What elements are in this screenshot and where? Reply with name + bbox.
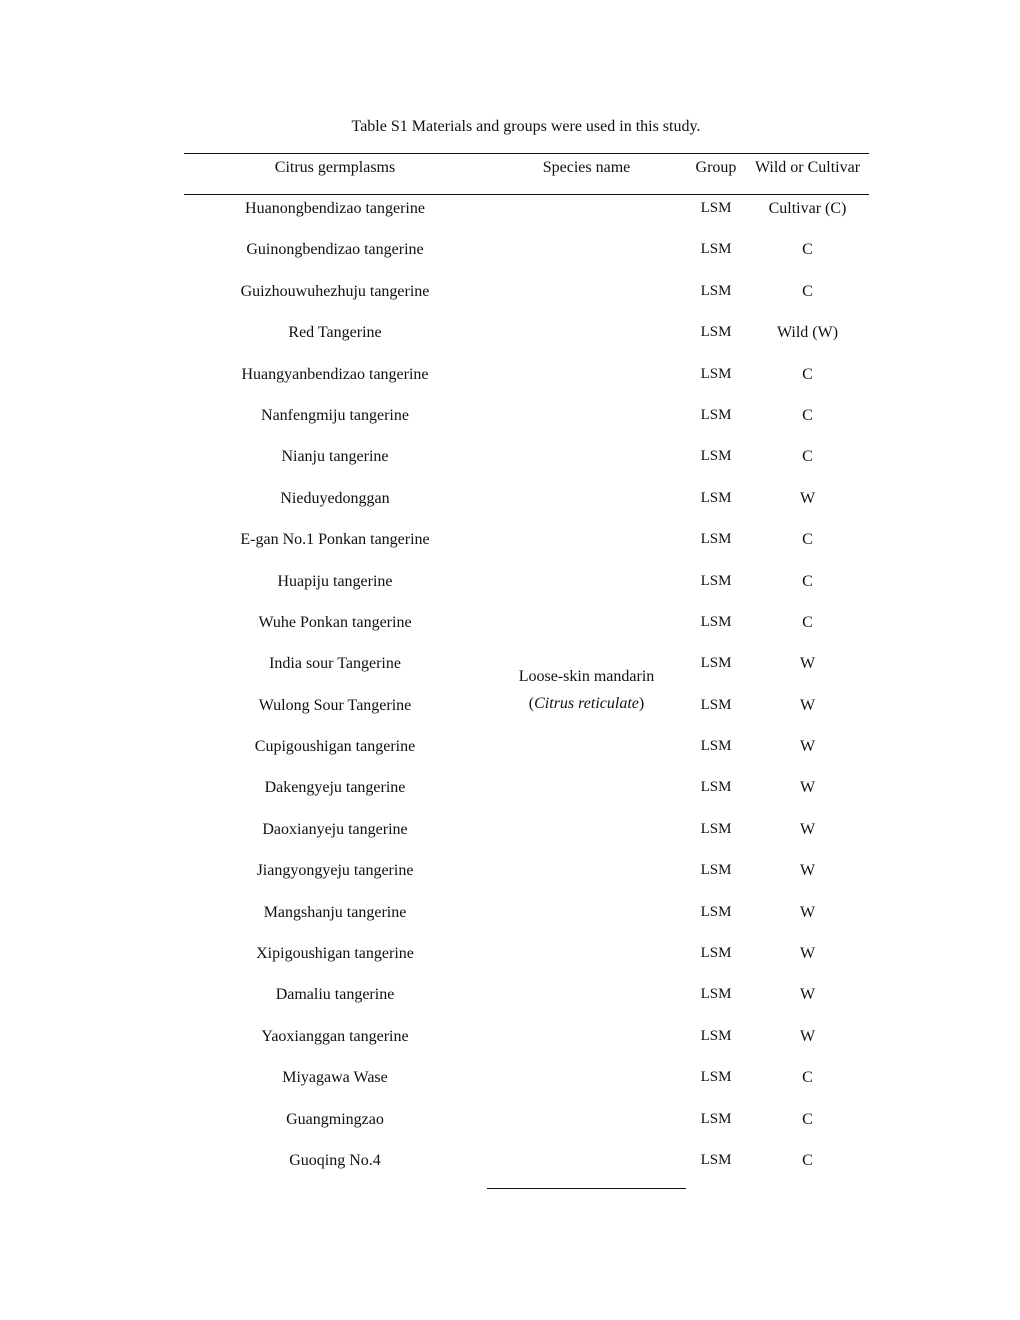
germplasm-cell: Huanongbendizao tangerine	[245, 200, 425, 217]
germplasm-cell: Cupigoushigan tangerine	[254, 738, 416, 756]
wild-or-cultivar-cell: W	[799, 820, 816, 838]
group-cell: LSM	[700, 820, 732, 837]
group-cell: LSM	[700, 1110, 732, 1127]
germplasm-cell: Huapiju tangerine	[277, 572, 393, 590]
wild-or-cultivar-cell: C	[802, 282, 813, 300]
wild-or-cultivar-cell: W	[799, 489, 816, 507]
wild-or-cultivar-cell: C	[802, 1069, 813, 1087]
group-cell: LSM	[700, 324, 732, 341]
group-cell: LSM	[700, 696, 732, 713]
table-caption: Table S1 Materials and groups were used in this study.	[351, 118, 701, 135]
wild-or-cultivar-cell: W	[799, 655, 816, 673]
germplasm-cell: Guinongbendizao tangerine	[246, 241, 424, 259]
group-cell: LSM	[700, 489, 732, 506]
wild-or-cultivar-cell: C	[802, 531, 813, 549]
group-cell: LSM	[700, 200, 732, 216]
header-germplasms: Citrus germplasms	[274, 159, 396, 176]
header-group: Group	[695, 159, 737, 176]
germplasm-cell: Jiangyongyeju tangerine	[256, 862, 414, 880]
species-scientific-name: Citrus reticulate	[534, 695, 639, 712]
wild-or-cultivar-cell: C	[802, 613, 813, 631]
germplasm-cell: Yaoxianggan tangerine	[261, 1027, 409, 1045]
germplasm-cell: Damaliu tangerine	[275, 986, 395, 1004]
wild-or-cultivar-cell: C	[802, 1110, 813, 1128]
wild-or-cultivar-cell: C	[802, 241, 813, 259]
group-cell: LSM	[700, 241, 732, 258]
germplasm-cell: Dakengyeju tangerine	[264, 779, 406, 797]
species-common-name: Loose-skin mandarin	[518, 668, 655, 685]
group-cell: LSM	[700, 282, 732, 299]
wild-or-cultivar-cell: Cultivar (C)	[768, 200, 847, 217]
germplasm-cell: Red Tangerine	[288, 324, 382, 342]
group-cell: LSM	[700, 448, 732, 465]
group-cell: LSM	[700, 572, 732, 589]
header-species-name: Species name	[542, 159, 631, 176]
germplasm-cell: Huangyanbendizao tangerine	[241, 365, 429, 383]
group-cell: LSM	[700, 738, 732, 755]
table-row	[184, 573, 869, 614]
table-row	[184, 1069, 869, 1110]
group-cell: LSM	[700, 903, 732, 920]
table-row	[184, 904, 869, 945]
group-cell: LSM	[700, 365, 732, 382]
germplasm-cell: Wulong Sour Tangerine	[258, 696, 412, 714]
group-cell: LSM	[700, 862, 732, 879]
germplasm-cell: E-gan No.1 Ponkan tangerine	[240, 531, 430, 549]
table-row	[184, 283, 869, 324]
table-row	[184, 490, 869, 531]
table-row	[184, 945, 869, 986]
group-cell: LSM	[700, 1027, 732, 1044]
table-row	[184, 986, 869, 1027]
wild-or-cultivar-cell: C	[802, 365, 813, 383]
wild-or-cultivar-cell: W	[799, 903, 816, 921]
table-row	[184, 407, 869, 448]
wild-or-cultivar-cell: W	[799, 1027, 816, 1045]
wild-or-cultivar-cell: W	[799, 862, 816, 880]
germplasm-cell: Miyagawa Wase	[282, 1069, 388, 1087]
germplasm-cell: Xipigoushigan tangerine	[256, 945, 414, 963]
wild-or-cultivar-cell: C	[802, 1151, 813, 1169]
germplasm-cell: Mangshanju tangerine	[263, 903, 407, 921]
table-top-rule	[184, 153, 869, 154]
table-row	[184, 655, 869, 696]
wild-or-cultivar-cell: C	[802, 448, 813, 466]
germplasm-cell: Daoxianyeju tangerine	[262, 820, 408, 838]
germplasm-cell: India sour Tangerine	[269, 655, 401, 673]
table-row	[184, 448, 869, 489]
wild-or-cultivar-cell: W	[799, 696, 816, 714]
header-wild-or-cultivar: Wild or Cultivar	[754, 159, 861, 176]
table-row	[184, 821, 869, 862]
group-cell: LSM	[700, 406, 732, 423]
wild-or-cultivar-cell: W	[799, 738, 816, 756]
table-row	[184, 779, 869, 820]
table-row	[184, 1111, 869, 1152]
table-bottom-rule	[487, 1188, 686, 1189]
germplasm-cell: Nianju tangerine	[281, 448, 389, 466]
table-body	[184, 200, 869, 1193]
group-cell: LSM	[700, 945, 732, 962]
species-paren-close: )	[638, 695, 645, 712]
group-cell: LSM	[700, 1069, 732, 1086]
group-cell: LSM	[700, 655, 732, 672]
germplasm-cell: Guangmingzao	[286, 1110, 384, 1128]
table-row	[184, 738, 869, 779]
table-row	[184, 531, 869, 572]
germplasm-cell: Guizhouwuhezhuju tangerine	[240, 282, 430, 300]
germplasm-cell: Nieduyedonggan	[280, 489, 390, 507]
group-cell: LSM	[700, 779, 732, 796]
table-row	[184, 1028, 869, 1069]
germplasm-cell: Nanfengmiju tangerine	[261, 406, 409, 424]
germplasm-cell: Guoqing No.4	[289, 1151, 381, 1169]
table-row	[184, 366, 869, 407]
group-cell: LSM	[700, 531, 732, 548]
table-row	[184, 697, 869, 738]
wild-or-cultivar-cell: W	[799, 986, 816, 1004]
wild-or-cultivar-cell: Wild (W)	[776, 324, 839, 342]
group-cell: LSM	[700, 1151, 732, 1168]
wild-or-cultivar-cell: C	[802, 572, 813, 590]
group-cell: LSM	[700, 986, 732, 1003]
germplasm-cell: Wuhe Ponkan tangerine	[258, 613, 412, 631]
table-header-rule	[184, 194, 869, 195]
species-paren-open: (	[528, 695, 535, 712]
table-row	[184, 614, 869, 655]
wild-or-cultivar-cell: W	[799, 779, 816, 797]
table-row	[184, 241, 869, 282]
table-row	[184, 324, 869, 365]
group-cell: LSM	[700, 613, 732, 630]
table-row	[184, 200, 869, 241]
wild-or-cultivar-cell: C	[802, 406, 813, 424]
table-row	[184, 862, 869, 903]
wild-or-cultivar-cell: W	[799, 945, 816, 963]
